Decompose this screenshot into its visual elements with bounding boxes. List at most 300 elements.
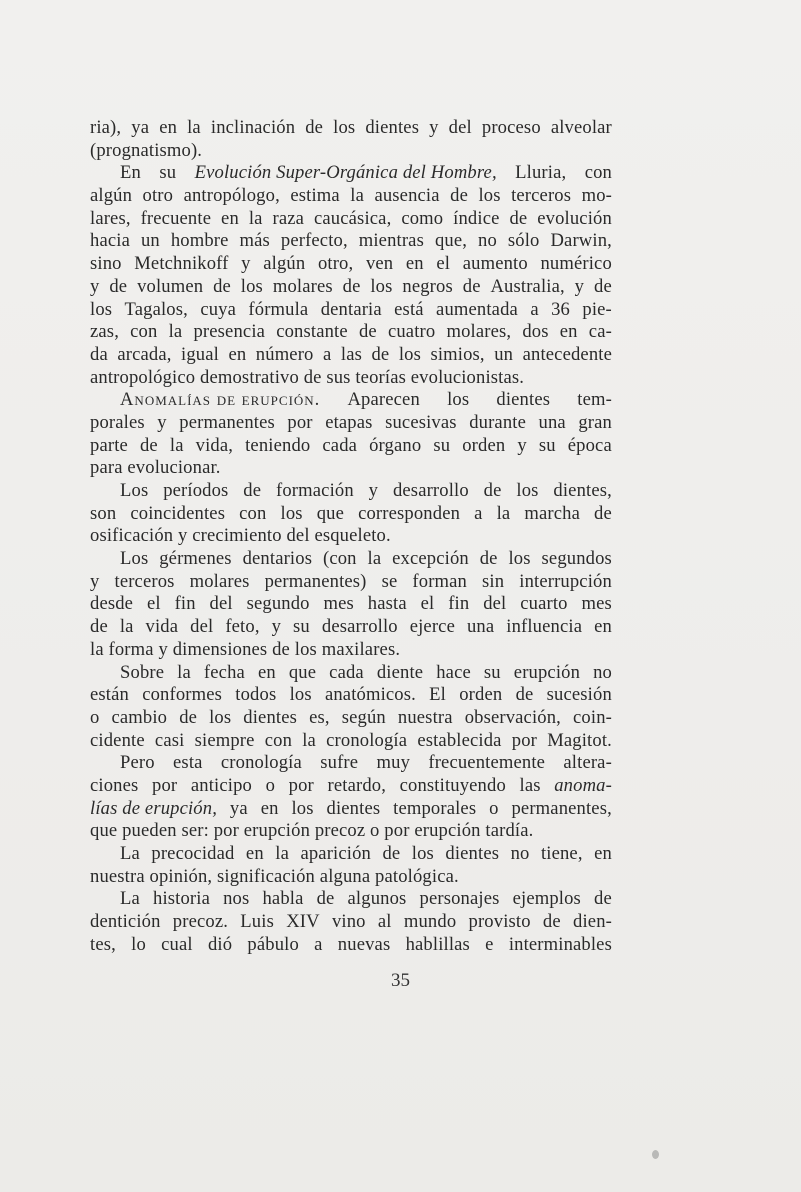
text-word: una (538, 411, 566, 433)
text-word: volumen (137, 275, 204, 297)
text-word: de (515, 684, 534, 706)
text-word: su (538, 434, 556, 456)
text-line (90, 525, 612, 548)
text-word: siempre (194, 729, 255, 751)
text-line (90, 593, 612, 616)
text-word: la (187, 117, 201, 138)
text-word: índice (453, 207, 500, 229)
text-word: El (429, 684, 446, 706)
text-word: cada (322, 434, 358, 456)
text-word: la (177, 661, 191, 683)
text-word: de (109, 275, 128, 297)
text-word: precocidad (151, 843, 235, 864)
text-word: los (289, 684, 312, 706)
text-word: muy (376, 752, 411, 774)
text-word: sucesivas (385, 411, 457, 433)
text-word: caucásica, (314, 207, 392, 229)
page-number: 35 (391, 970, 410, 991)
text-word: los (516, 480, 539, 501)
text-line (90, 639, 612, 662)
text-line (90, 730, 612, 753)
text-word: de (213, 275, 231, 297)
paper-speck (652, 1150, 659, 1159)
text-word: su (483, 661, 501, 683)
text-word: hacia (90, 230, 130, 252)
text-word: Los (120, 480, 149, 501)
text-word: anticipo (190, 774, 252, 796)
text-word: el (420, 593, 435, 615)
text-word: formación (276, 480, 354, 501)
text-word: dientes (243, 706, 298, 728)
text-word: su (293, 616, 310, 638)
text-word: cronología (326, 729, 408, 751)
text-word: los (209, 706, 232, 728)
text-word: la (496, 502, 511, 524)
text-word: antecedente (522, 343, 612, 365)
text-word: esta (173, 752, 203, 774)
text-word: el (436, 253, 451, 275)
text-word: pábulo (247, 933, 299, 955)
text-line (90, 162, 612, 185)
text-word: temporales (393, 797, 477, 819)
text-word: cuarto (520, 593, 568, 615)
text-line (90, 707, 612, 730)
text-word: de (382, 843, 401, 864)
text-word: Metchnikoff (134, 253, 229, 275)
text-word: por (511, 729, 538, 751)
text-word: teniendo (245, 434, 311, 456)
text-word: en (559, 321, 578, 343)
text-word: vida (145, 616, 179, 638)
text-word: hasta (367, 593, 407, 615)
text-word: de (509, 207, 528, 229)
text-word: con (264, 729, 293, 751)
text-word: frecuente (140, 207, 212, 229)
text-word: sucesión (546, 684, 612, 706)
text-word: interrupción (519, 570, 612, 592)
text-word: hace (436, 661, 471, 683)
text-line (90, 662, 612, 685)
text-segment: para evolucionar. (90, 457, 221, 479)
text-word: arcada, (117, 343, 172, 365)
text-word: e (485, 933, 494, 955)
text-word: la (169, 434, 184, 456)
text-line (90, 571, 612, 594)
text-line (90, 276, 612, 299)
text-word: ciones (90, 774, 139, 796)
text-word: ejemplos (512, 888, 581, 910)
text-word: los (280, 502, 303, 524)
text-word: aumento (462, 253, 528, 275)
text-line (90, 820, 612, 843)
text-word: de (450, 185, 468, 207)
text-word: segundo (246, 593, 310, 615)
text-word: en (159, 117, 178, 138)
text-word: En (120, 162, 141, 184)
text-word: dientes (326, 797, 381, 819)
text-word: se (381, 570, 398, 592)
text-word: gran (578, 411, 612, 433)
text-word: cuya (200, 298, 237, 320)
text-word: desarrollo (392, 480, 469, 501)
text-line (90, 888, 612, 911)
text-word: excepción (392, 548, 469, 570)
text-word: los (240, 275, 263, 297)
text-word: un (140, 230, 160, 252)
italic-text: Evolución Super-Orgánica del Hombre, (194, 162, 497, 184)
text-word: estima (290, 185, 340, 207)
text-word: cual (161, 933, 193, 955)
text-word: de (342, 275, 361, 297)
text-word: tem- (577, 389, 612, 411)
text-word: hombre (170, 230, 229, 252)
text-word: ria), (90, 117, 122, 138)
text-word: las (519, 774, 541, 796)
text-word: alveolar (550, 117, 612, 138)
text-word: dientes (496, 389, 551, 411)
text-word: y (517, 434, 527, 456)
text-segment: antropológico demostrativo de sus teorías evolucionistas. (90, 366, 525, 388)
text-word: La (120, 888, 140, 910)
text-word: número (255, 343, 314, 365)
text-word: mo- (581, 185, 612, 207)
text-word: y (271, 616, 282, 638)
text-word: del (209, 593, 233, 615)
text-word: fin (174, 593, 196, 615)
text-word: mundo (403, 911, 457, 933)
text-word: etapas (325, 411, 373, 433)
text-word: raza (272, 207, 305, 229)
text-word: porales (90, 411, 145, 433)
text-word: permanentes, (511, 797, 612, 819)
text-word: de (139, 434, 158, 456)
text-word: a (322, 343, 332, 365)
text-word: en (260, 797, 279, 819)
text-line (90, 389, 612, 412)
text-word: dien- (573, 911, 612, 933)
text-word: que (316, 502, 345, 524)
text-word: La (120, 843, 140, 864)
text-word: y (157, 411, 167, 433)
text-word: retardo, (327, 774, 387, 796)
text-word: por (288, 774, 314, 796)
text-word: más (239, 230, 270, 252)
text-word: proceso (481, 117, 541, 138)
text-word: a (530, 298, 539, 320)
text-word: lares, (90, 207, 131, 229)
text-word: numérico (540, 253, 612, 275)
text-word: no (593, 661, 612, 683)
text-word: que (288, 661, 317, 683)
section-heading: Anomalías de erupción. (120, 389, 321, 411)
text-word: simios, (430, 343, 485, 365)
text-word: precoz. (172, 911, 229, 933)
text-word: órgano (369, 434, 422, 456)
text-line (90, 616, 612, 639)
text-word: influencia (506, 616, 583, 638)
text-word: Australia, (490, 275, 565, 297)
text-word: de (594, 888, 612, 910)
text-word: a (474, 502, 483, 524)
text-line (90, 435, 612, 458)
text-word: es, (309, 706, 330, 728)
text-word: conformes (142, 684, 223, 706)
text-word: cuatro (387, 321, 436, 343)
text-word: igual (181, 343, 219, 365)
text-word: XIV (286, 911, 320, 933)
text-line (90, 367, 612, 390)
text-word: fórmula (248, 298, 309, 320)
text-word: Lluria, (515, 162, 567, 184)
text-word: tes, (90, 933, 116, 955)
text-line (90, 911, 612, 934)
text-word: establecida (417, 729, 502, 751)
text-word: de (479, 548, 498, 570)
text-word: sólo (507, 230, 540, 252)
text-word: negros (402, 275, 453, 297)
text-word: segundos (541, 548, 612, 570)
text-segment: que pueden ser: por erupción precoz o por erupción tardía. (90, 820, 534, 842)
text-word: de (371, 343, 390, 365)
text-word: molares (189, 570, 250, 592)
text-word: (con (322, 548, 357, 570)
body-text (90, 117, 612, 956)
text-word: en (405, 253, 424, 275)
text-word: los (508, 548, 531, 570)
text-word: de (179, 706, 198, 728)
text-word: en (594, 616, 612, 638)
text-word: de (90, 616, 108, 638)
text-word: el (146, 593, 161, 615)
text-word: nos (223, 888, 250, 910)
text-line (90, 843, 612, 866)
text-word: todos (235, 684, 277, 706)
text-word: está (394, 298, 424, 320)
text-word: dos (522, 321, 549, 343)
text-word: Sobre (120, 661, 165, 683)
text-line (90, 117, 612, 140)
text-word: ejerce (409, 616, 455, 638)
text-line (90, 798, 612, 821)
text-word: nuevas (337, 933, 391, 955)
text-line (90, 866, 612, 889)
text-word: aumentada (436, 298, 518, 320)
text-word: 36 (551, 298, 570, 320)
text-word: su (433, 434, 451, 456)
text-word: de (462, 275, 481, 297)
text-word: los (90, 298, 113, 320)
text-word: los (447, 389, 470, 411)
text-word: y (90, 570, 100, 592)
text-word: erupción (513, 661, 581, 683)
italic-text: lías de erupción, (90, 797, 218, 819)
text-word: perfecto, (280, 230, 348, 252)
text-word: habla (262, 888, 304, 910)
text-word: por (152, 774, 178, 796)
text-word: orden (459, 684, 503, 706)
text-word: nuestra (397, 706, 453, 728)
text-word: algún (263, 253, 306, 275)
text-word: y (429, 117, 439, 138)
text-line (90, 503, 612, 526)
text-word: Pero (120, 752, 155, 774)
text-word: Tagalos, (124, 298, 188, 320)
text-word: inclinación (210, 117, 296, 138)
text-line (90, 321, 612, 344)
text-word: y (241, 253, 251, 275)
text-word: lo (131, 933, 146, 955)
text-word: vida, (195, 434, 234, 456)
text-word: constituyendo (399, 774, 506, 796)
text-word: fecha (203, 661, 245, 683)
text-segment: nuestra opinión, significación alguna patológica. (90, 865, 459, 887)
text-word: ya (229, 797, 248, 819)
text-word: desde (90, 593, 134, 615)
text-word: sino (90, 253, 122, 275)
text-word: su (159, 162, 177, 184)
text-word: vino (331, 911, 366, 933)
text-word: los (333, 117, 356, 138)
text-word: de (316, 888, 335, 910)
text-word: en (221, 207, 239, 229)
text-word: dentaria (320, 298, 382, 320)
text-line (90, 934, 612, 957)
text-word: constante (276, 321, 348, 343)
text-word: permanentes) (264, 570, 367, 592)
text-line (90, 775, 612, 798)
text-word: mes (323, 593, 354, 615)
text-word: parte (90, 434, 128, 456)
text-word: Luis (240, 911, 274, 933)
text-line (90, 752, 612, 775)
text-word: marcha (524, 502, 580, 524)
text-line (90, 230, 612, 253)
text-word: de (594, 502, 612, 524)
text-word: permanentes (179, 411, 275, 433)
text-word: del (483, 593, 507, 615)
text-line (90, 548, 612, 571)
text-word: casi (154, 729, 185, 751)
text-word: personajes (419, 888, 500, 910)
text-word: que, (434, 230, 468, 252)
text-word: diente (376, 661, 424, 683)
text-line (90, 208, 612, 231)
text-word: y (90, 275, 100, 297)
text-word: forman (412, 570, 467, 592)
text-word: otro (142, 185, 174, 207)
text-word: Los (120, 548, 149, 570)
text-word: da (90, 343, 108, 365)
text-line (90, 412, 612, 435)
text-word: sufre (320, 752, 359, 774)
text-word: la (119, 616, 134, 638)
text-word: la (367, 548, 382, 570)
text-word: algún (90, 185, 133, 207)
text-word: del (190, 616, 214, 638)
text-word: presencia (193, 321, 266, 343)
text-word: ya (131, 117, 150, 138)
text-line (90, 344, 612, 367)
text-word: y (368, 480, 379, 501)
text-word: aparición (300, 843, 371, 864)
text-word: un (494, 343, 514, 365)
text-word: tiene, (540, 843, 583, 864)
text-line (90, 253, 612, 276)
text-word: de (243, 480, 262, 501)
text-word: o (265, 774, 276, 796)
text-word: historia (153, 888, 210, 910)
text-word: están (90, 684, 129, 706)
text-word: zas, (90, 321, 119, 343)
text-word: algunos (347, 888, 407, 910)
text-word: dentición (90, 911, 161, 933)
text-word: los (291, 797, 314, 819)
text-line (90, 684, 612, 707)
text-word: otro, (317, 253, 354, 275)
text-word: la (302, 729, 316, 751)
text-word: los (370, 275, 393, 297)
text-word: o (489, 797, 499, 819)
text-word: cada (329, 661, 364, 683)
text-word: terceros (114, 570, 175, 592)
text-word: los (398, 343, 421, 365)
text-word: no (510, 843, 530, 864)
text-word: durante (469, 411, 526, 433)
text-word: frecuentemente (428, 752, 546, 774)
text-word: hablillas (405, 933, 470, 955)
text-word: feto, (225, 616, 260, 638)
text-word: antropólogo, (183, 185, 280, 207)
text-word: de (594, 275, 612, 297)
text-word: dió (207, 933, 233, 955)
text-word: cronología (220, 752, 302, 774)
italic-text: anoma- (554, 774, 612, 796)
text-word: mientras (358, 230, 424, 252)
text-word: pie- (582, 298, 612, 320)
text-word: corresponden (358, 502, 461, 524)
text-line (90, 457, 612, 480)
text-line (90, 185, 612, 208)
text-word: observación, (464, 706, 561, 728)
text-word: de (305, 117, 324, 138)
text-word: de (483, 480, 502, 501)
text-line (90, 480, 612, 503)
text-word: gérmenes (159, 548, 232, 570)
text-word: con (130, 321, 158, 343)
text-word: los (411, 843, 434, 864)
text-word: períodos (163, 480, 229, 501)
text-word: dentarios (242, 548, 313, 570)
text-word: con (584, 162, 612, 184)
text-word: Darwin, (550, 230, 612, 252)
text-word: a (314, 933, 323, 955)
text-word: orden (462, 434, 506, 456)
text-word: y (574, 275, 585, 297)
text-word: en (257, 661, 276, 683)
text-word: al (377, 911, 392, 933)
text-word: altera- (563, 752, 612, 774)
text-word: anatómicos. (324, 684, 416, 706)
text-word: los (478, 185, 501, 207)
text-segment: osificación y crecimiento del esqueleto. (90, 525, 391, 547)
text-word: no (478, 230, 497, 252)
text-word: Magitot. (547, 729, 612, 751)
text-word: del (448, 117, 472, 138)
text-word: la (248, 207, 263, 229)
text-word: según (341, 706, 386, 728)
text-word: en (245, 843, 264, 864)
text-word: dientes (365, 117, 420, 138)
